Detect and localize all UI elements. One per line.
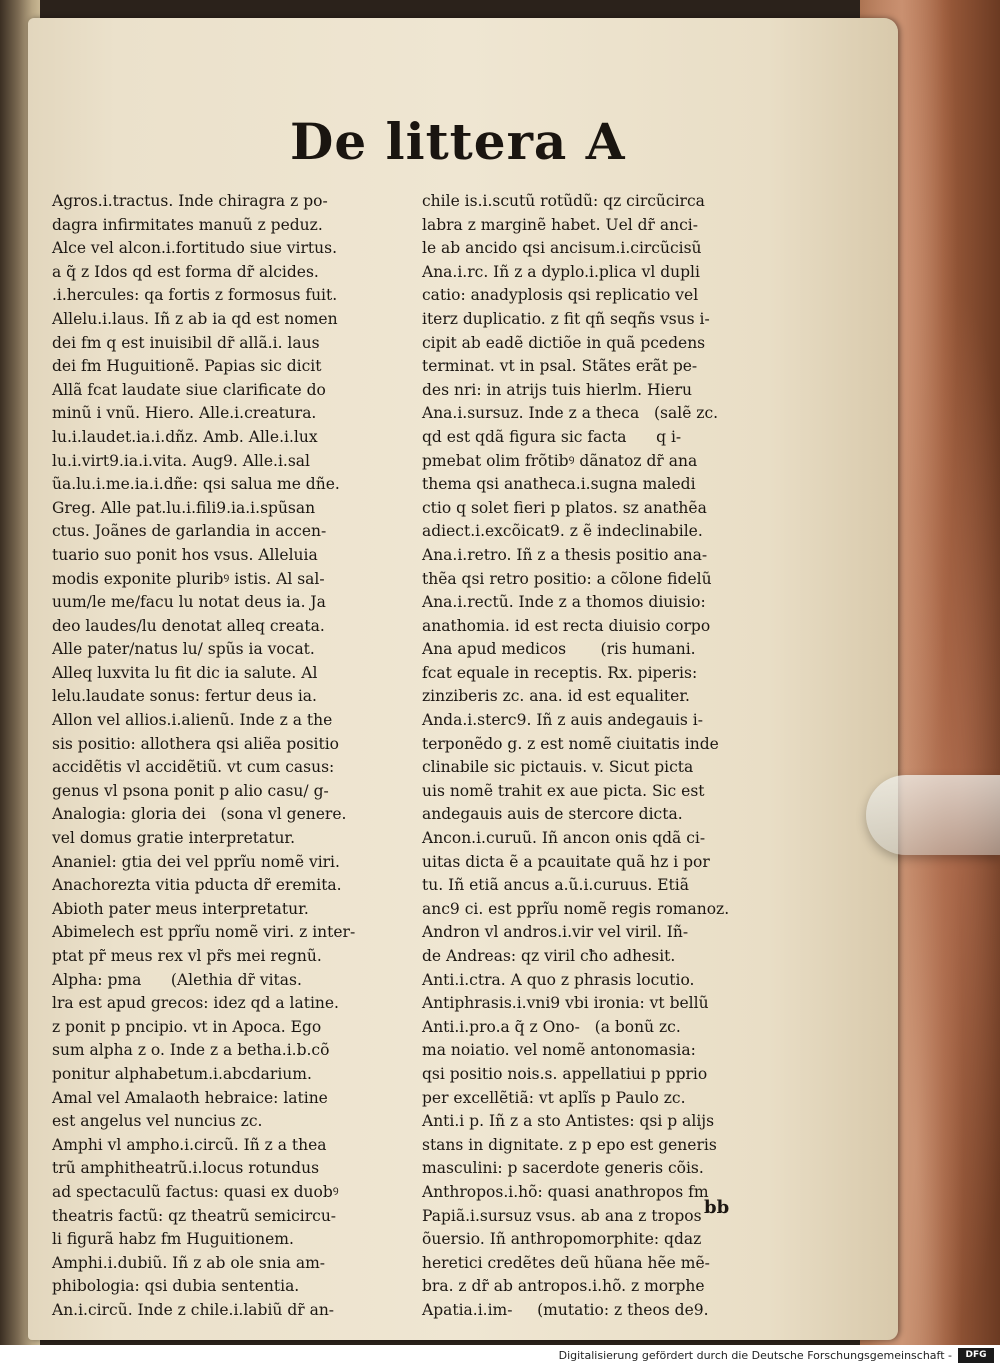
- text-line: terponẽdo g. z est nomẽ ciuitatis inde: [422, 734, 719, 753]
- text-line: ad spectaculũ factus: quasi ex duobꝰ: [52, 1182, 339, 1201]
- text-line: .i.hercules: qa fortis z formosus fuit.: [52, 286, 338, 305]
- text-line: est angelus vel nuncius zc.: [52, 1112, 263, 1131]
- text-line: masculini: p sacerdote generis cõis.: [422, 1159, 704, 1178]
- text-line: tu. Iñ etiã ancus a.ũ.i.curuus. Etiã: [422, 876, 689, 895]
- text-line: Anti.i.pro.a q̃ z Ono- (a bonũ zc.: [422, 1017, 681, 1036]
- text-line: sum alpha z o. Inde z a betha.i.b.cõ: [52, 1041, 330, 1060]
- text-line: thema qsi anatheca.i.sugna maledi: [422, 475, 696, 494]
- text-line: z ponit p pncipio. vt in Apoca. Ego: [52, 1017, 322, 1036]
- text-line: Allã fcat laudate siue clarificate do: [52, 380, 326, 399]
- text-line: Allelu.i.laus. Iñ z ab ia qd est nomen: [52, 309, 338, 328]
- text-line: dei fm Huguitionẽ. Papias sic dicit: [52, 357, 322, 376]
- text-line: Anda.i.sterc9. Iñ z auis andegauis i-: [422, 711, 703, 730]
- text-line: Agros.i.tractus. Inde chiragra z po-: [52, 192, 328, 210]
- text-line: sis positio: allothera qsi aliẽa positio: [52, 734, 340, 753]
- left-column: [52, 190, 422, 1319]
- text-line: ctio q solet fieri p platos. sz anathẽa: [422, 498, 707, 517]
- text-line: Anachorezta vitia pducta dr̃ eremita.: [52, 876, 342, 895]
- text-line: Amal vel Amalaoth hebraice: latine: [52, 1088, 328, 1107]
- text-line: An.i.circũ. Inde z chile.i.labiũ dr̃ an-: [52, 1300, 335, 1319]
- text-line: trũ amphitheatrũ.i.locus rotundus: [52, 1159, 320, 1178]
- text-line: Anthropos.i.hõ: quasi anathropos fm: [422, 1182, 709, 1201]
- text-line: genus vl psona ponit p alio casu/ g-: [52, 781, 329, 800]
- text-line: terminat. vt in psal. Stãtes erãt pe-: [422, 357, 698, 376]
- text-line: Ana.i.rectũ. Inde z a thomos diuisio:: [422, 593, 706, 612]
- text-line: Abioth pater meus interpretatur.: [52, 899, 309, 918]
- text-line: Alce vel alcon.i.fortitudo siue virtus.: [52, 239, 338, 258]
- text-line: Anti.i p. Iñ z a sto Antistes: qsi p alijs: [422, 1112, 715, 1131]
- text-line: Allon vel allios.i.alienũ. Inde z a the: [52, 711, 333, 730]
- text-line: Greg. Alle pat.lu.i.fili9.ia.i.spũsan: [52, 498, 316, 517]
- text-line: ma noiatio. vel nomẽ antonomasia:: [422, 1041, 696, 1060]
- text-line: ctus. Joãnes de garlandia in accen-: [52, 522, 327, 541]
- text-line: Antiphrasis.i.vni9 vbi ironia: vt bellũ: [422, 994, 709, 1013]
- text-line: dagra infirmitates manuũ z peduz.: [52, 215, 323, 234]
- text-line: Alleq luxvita lu fit dic ia salute. Al: [52, 663, 318, 682]
- text-line: lra est apud grecos: idez qd a latine.: [52, 994, 339, 1013]
- text-line: stans in dignitate. z p epo est generis: [422, 1135, 717, 1154]
- dfg-logo: DFG: [958, 1348, 994, 1363]
- text-line: Alle pater/natus lu/ spũs ia vocat.: [52, 640, 315, 659]
- text-line: Apatia.i.im- (mutatio: z theos de9.: [422, 1300, 709, 1319]
- text-line: iterz duplicatio. z fit qñ seqñs vsus i-: [422, 309, 710, 328]
- text-line: Ana apud medicos (ris humani.: [422, 640, 696, 659]
- glass-page-clip: [866, 775, 1000, 855]
- text-line: per excellẽtiã: vt aplĩs p Paulo zc.: [422, 1088, 686, 1107]
- text-line: uis nomẽ trahit ex aue picta. Sic est: [422, 781, 705, 800]
- text-line: ũa.lu.i.me.ia.i.dñe: qsi salua me dñe.: [52, 475, 340, 494]
- text-line: qd est qdã figura sic facta q i-: [422, 427, 682, 446]
- text-line: catio: anadyplosis qsi replicatio vel: [422, 286, 699, 305]
- text-line: anathomia. id est recta diuisio corpo: [422, 616, 711, 635]
- text-line: minũ i vnũ. Hiero. Alle.i.creatura.: [52, 404, 317, 423]
- text-line: lelu.laudate sonus: fertur deus ia.: [52, 687, 317, 706]
- text-line: de Andreas: qz viril cħo adhesit.: [422, 947, 676, 965]
- text-line: tuario suo ponit hos vsus. Alleluia: [52, 545, 318, 564]
- text-line: Papiã.i.sursuz vsus. ab ana z tropos: [422, 1206, 702, 1225]
- page-heading: De littera A: [290, 112, 626, 171]
- text-line: Ancon.i.curuũ. Iñ ancon onis qdã ci-: [422, 829, 706, 848]
- text-line: Ananiel: gtia dei vel pprĩu nomẽ viri.: [52, 852, 340, 871]
- signature-mark: bb: [704, 1197, 730, 1218]
- text-line: modis exponite pluribꝰ istis. Al sal-: [52, 569, 325, 588]
- text-line: Andron vl andros.i.vir vel viril. Iñ-: [422, 923, 689, 942]
- text-line: uitas dicta ẽ a pcauitate quã hz i por: [422, 852, 710, 871]
- text-line: Alpha: pma (Alethia dr̃ vitas.: [52, 970, 302, 989]
- text-line: Amphi.i.dubiũ. Iñ z ab ole snia am-: [52, 1253, 326, 1272]
- text-line: accidẽtis vl accidẽtiũ. vt cum casus:: [52, 758, 335, 777]
- text-line: dei fm q est inuisibil dr̃ allã.i. laus: [52, 333, 320, 352]
- text-line: bra. z dr̃ ab antropos.i.hõ. z morphe: [422, 1277, 705, 1296]
- text-line: des nri: in atrijs tuis hierlm. Hieru: [422, 380, 692, 399]
- footer-credit: Digitalisierung gefördert durch die Deutsche Forschungsgemeinschaft -: [558, 1349, 952, 1362]
- text-line: heretici credẽtes deũ hũana hẽe mẽ-: [422, 1253, 710, 1272]
- text-line: ptat pr̃ meus rex vl pr̃s mei regnũ.: [52, 947, 322, 965]
- text-line: lu.i.virt9.ia.i.vita. Aug9. Alle.i.sal: [52, 451, 310, 470]
- text-line: uum/le me/facu lu notat deus ia. Ja: [52, 593, 326, 612]
- text-line: adiect.i.excõicat9. z ẽ indeclinabile.: [422, 522, 703, 541]
- text-line: lu.i.laudet.ia.i.dñz. Amb. Alle.i.lux: [52, 427, 318, 446]
- text-line: anc9 ci. est pprĩu nomẽ regis romanoz.: [422, 899, 730, 918]
- text-line: zinziberis zc. ana. id est equaliter.: [422, 687, 690, 706]
- text-line: fcat equale in receptis. Rx. piperis:: [422, 663, 698, 682]
- text-line: ponitur alphabetum.i.abcdarium.: [52, 1064, 312, 1083]
- text-line: Abimelech est pprĩu nomẽ viri. z inter-: [52, 923, 356, 942]
- text-line: Ana.i.sursuz. Inde z a theca (salẽ zc.: [422, 404, 719, 423]
- text-line: labra z marginẽ habet. Uel dr̃ anci-: [422, 215, 698, 234]
- text-line: andegauis auis de stercore dicta.: [422, 805, 683, 824]
- text-line: qsi positio nois.s. appellatiui p pprio: [422, 1064, 708, 1083]
- text-line: Amphi vl ampho.i.circũ. Iñ z a thea: [52, 1135, 327, 1154]
- text-line: õuersio. Iñ anthropomorphite: qdaz: [422, 1230, 702, 1249]
- text-line: le ab ancido qsi ancisum.i.circũcisũ: [422, 239, 702, 258]
- text-line: deo laudes/lu denotat alleq creata.: [52, 616, 325, 635]
- text-line: pmebat olim frõtibꝰ dãnatoz dr̃ ana: [422, 451, 698, 470]
- text-line: chile is.i.scutũ rotũdũ: qz circũcirca: [422, 192, 705, 210]
- footer-bar: [0, 1345, 1000, 1367]
- text-line: theatris factũ: qz theatrũ semicircu-: [52, 1206, 337, 1225]
- text-line: vel domus gratie interpretatur.: [52, 829, 296, 848]
- text-line: clinabile sic pictauis. v. Sicut picta: [422, 758, 694, 777]
- text-line: Analogia: gloria dei (sona vl genere.: [52, 805, 347, 824]
- text-line: li figurã habz fm Huguitionem.: [52, 1230, 294, 1249]
- text-line: a q̃ z Idos qd est forma dr̃ alcides.: [52, 262, 319, 281]
- text-line: phibologia: qsi dubia sententia.: [52, 1277, 300, 1296]
- right-column: [422, 190, 782, 1319]
- text-line: Anti.i.ctra. A quo z phrasis locutio.: [422, 970, 695, 989]
- text-line: Ana.i.rc. Iñ z a dyplo.i.plica vl dupli: [422, 262, 700, 281]
- text-line: Ana.i.retro. Iñ z a thesis positio ana-: [422, 545, 708, 564]
- text-line: thẽa qsi retro positio: a cõlone fidelũ: [422, 569, 712, 588]
- text-line: cipit ab eadẽ dictiõe in quã pcedens: [422, 333, 706, 352]
